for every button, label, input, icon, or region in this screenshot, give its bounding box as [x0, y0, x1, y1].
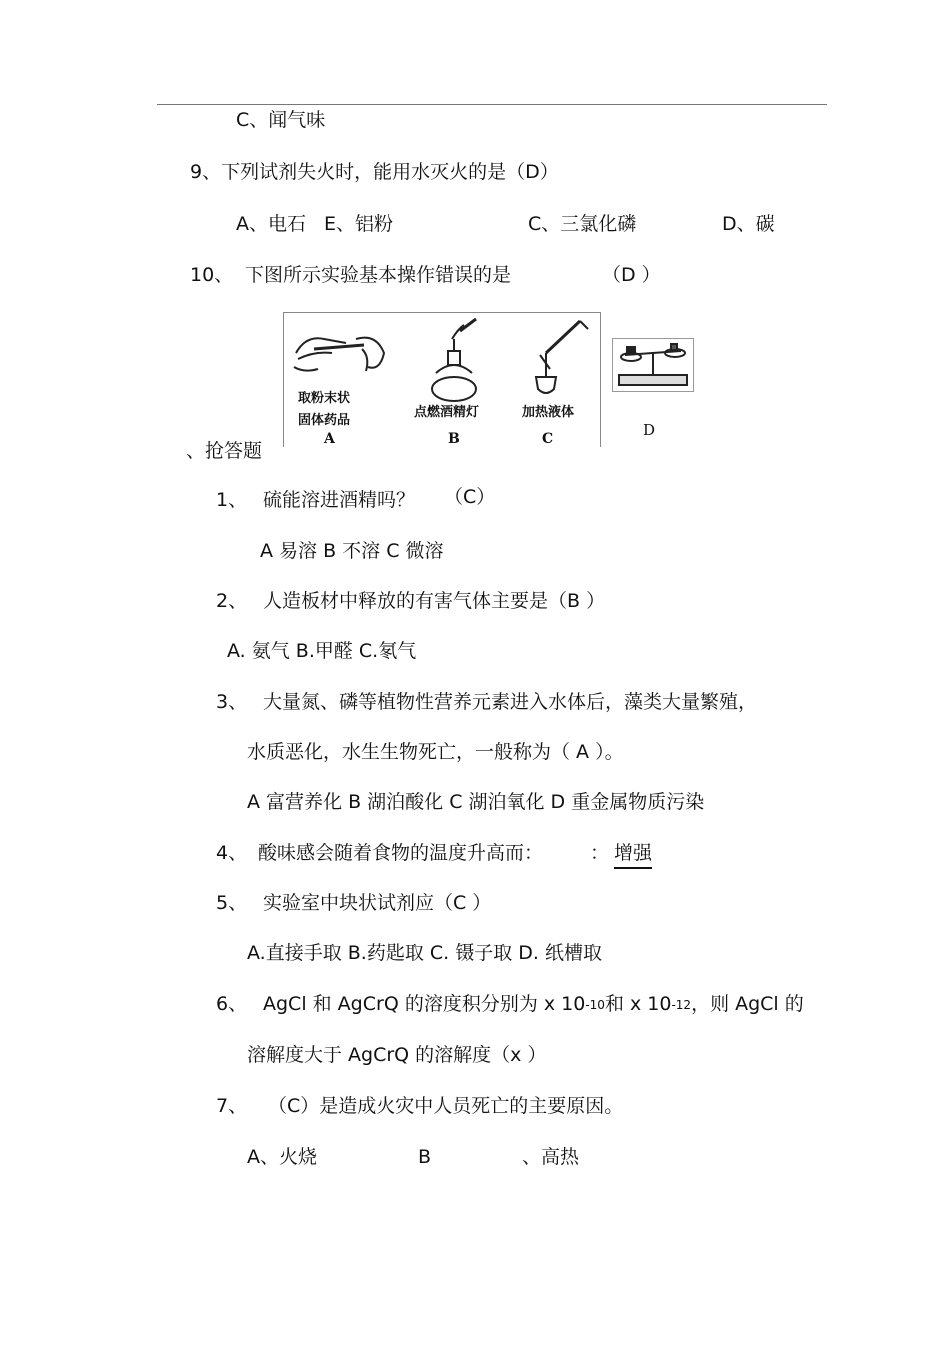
- q5-options: A.直接手取 B.药匙取 C. 镊子取 D. 纸槽取: [247, 942, 602, 964]
- q9-option-e: E、铝粉: [324, 213, 394, 235]
- header-rule: [157, 104, 827, 105]
- fig-c-letter: C: [542, 431, 554, 447]
- fig-a-letter: A: [324, 431, 335, 447]
- q9-option-c: C、三氯化磷: [528, 213, 637, 235]
- q6-part1: AgCl 和 AgCrQ 的溶度积分别为 x 10: [263, 993, 586, 1015]
- balance-drawing: [613, 339, 693, 391]
- fig-c-caption: 加热液体: [522, 405, 575, 420]
- q7-option-c: 、高热: [522, 1146, 580, 1168]
- q1-answer: （C）: [444, 486, 496, 508]
- q6-part2: 和 x 10: [604, 993, 672, 1015]
- q7-number: 7、: [216, 1095, 248, 1117]
- q7-text: （C）是造成火灾中人员死亡的主要原因。: [268, 1095, 624, 1117]
- q3-text-line2: 水质恶化，水生生物死亡，一般称为（ A ）。: [247, 741, 624, 763]
- alcohol-lamp-drawing: [432, 319, 476, 401]
- q3-number: 3、: [216, 691, 248, 713]
- fig-d-letter: D: [643, 421, 656, 439]
- q9-question: 9、下列试剂失火时，能用水灭火的是（D）: [190, 161, 559, 183]
- q8-option-c: C、闻气味: [236, 109, 326, 131]
- fig-a-caption-line2: 固体药品: [298, 413, 351, 428]
- q10-number: 10、: [190, 264, 234, 286]
- q2-number: 2、: [216, 590, 248, 612]
- balance-figure: [612, 338, 694, 392]
- q1-options: A 易溶 B 不溶 C 微溶: [260, 540, 444, 562]
- q4-answer: 增强: [614, 844, 652, 869]
- q5-number: 5、: [216, 892, 248, 914]
- q6-exponent1: -10: [585, 998, 605, 1012]
- q10-question: 下图所示实验基本操作错误的是: [245, 264, 512, 286]
- q4-number: 4、: [216, 842, 248, 864]
- q3-text-line1: 大量氮、磷等植物性营养元素进入水体后，藻类大量繁殖，: [263, 691, 758, 713]
- q6-text-line1: [263, 995, 804, 1014]
- q9-option-d: D、碳: [722, 213, 775, 235]
- q6-text-line2: 溶解度大于 AgCrQ 的溶解度（x ）: [247, 1044, 547, 1066]
- fig-b-letter: B: [448, 431, 460, 447]
- q3-options: A 富营养化 B 湖泊酸化 C 湖泊氧化 D 重金属物质污染: [247, 791, 705, 813]
- fig-b-caption: 点燃酒精灯: [414, 405, 480, 420]
- section-title: 、抢答题: [186, 440, 263, 462]
- q2-text: 人造板材中释放的有害气体主要是（B ）: [263, 590, 606, 612]
- q1-number: 1、: [216, 489, 248, 511]
- q6-part3: ，则 AgCl 的: [691, 993, 804, 1015]
- q4-text: 酸味感会随着食物的温度升高而：: [258, 842, 544, 864]
- fig-a-caption-line1: 取粉末状: [298, 391, 351, 406]
- test-tube-heating-drawing: [536, 321, 588, 393]
- q10-answer: （D ）: [602, 264, 661, 286]
- hand-tube-drawing: [294, 338, 384, 371]
- experiment-figure: [283, 312, 601, 447]
- q9-option-a: A、电石: [236, 213, 306, 235]
- q6-number: 6、: [216, 993, 248, 1015]
- q5-text: 实验室中块状试剂应（C ）: [263, 892, 492, 914]
- q7-option-a: A、火烧: [247, 1146, 317, 1168]
- q4-colon: ：: [590, 842, 610, 864]
- q6-exponent2: -12: [671, 998, 692, 1012]
- q7-option-b: B: [418, 1146, 432, 1168]
- q2-options: A. 氨气 B.甲醛 C.氡气: [227, 640, 417, 662]
- q1-text: 硫能溶进酒精吗？: [263, 489, 416, 511]
